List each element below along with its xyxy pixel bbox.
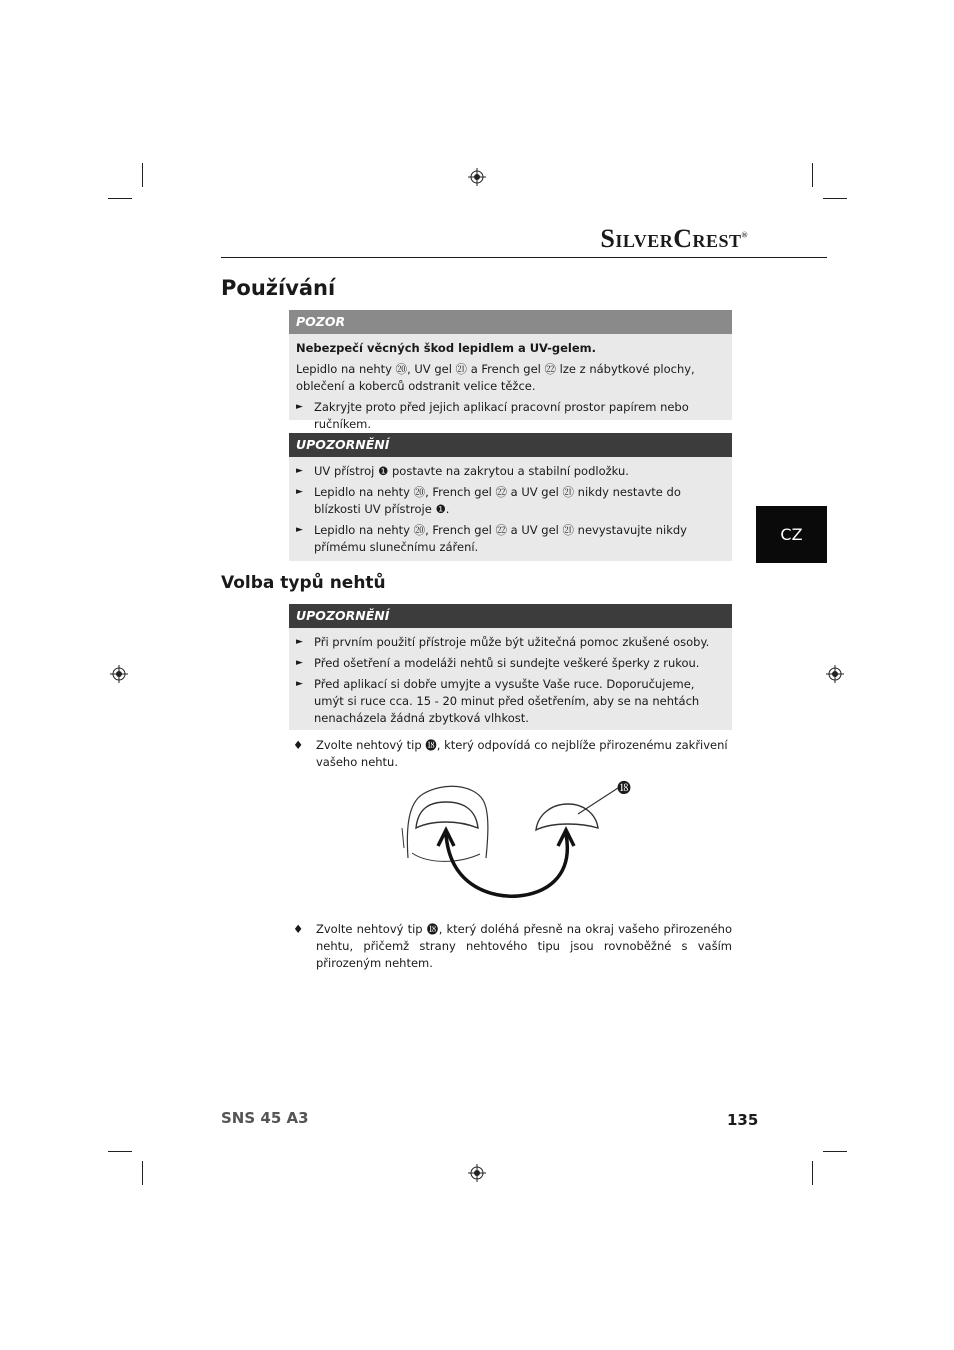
caution-text: Lepidlo na nehty ⑳, UV gel ㉑ a French gel ㉒ lze z nábytkové plochy, oblečení a koberců odstranit velice těžce.	[296, 362, 695, 393]
footer-model: SNS 45 A3	[221, 1109, 309, 1127]
list-item: ► UV přístroj ❶ postavte na zakrytou a stabilní podložku.	[296, 464, 629, 478]
arrow-bullet-icon: ►	[296, 679, 303, 689]
figure-callout: ⓲	[617, 781, 631, 797]
diamond-bullet-icon: ♦	[293, 922, 304, 936]
step-item	[289, 737, 732, 771]
list-item: ► Před ošetření a modeláži nehtů si sundejte veškeré šperky z rukou.	[296, 656, 700, 670]
notice-box-header: UPOZORNĚNÍ	[289, 604, 732, 628]
list-item: ► Lepidlo na nehty ⑳, French gel ㉒ a UV gel ㉑ nikdy nestavte do blízkosti UV přístroje ❶.	[296, 485, 681, 516]
crop-mark	[142, 163, 143, 187]
nail-tip-illustration	[398, 778, 638, 900]
arrow-bullet-icon: ►	[296, 525, 303, 535]
notice-box-header: UPOZORNĚNÍ	[289, 433, 732, 457]
crop-mark	[108, 1151, 132, 1152]
crop-mark	[108, 198, 132, 199]
notice-box	[289, 433, 732, 561]
list-item: ► Při prvním použití přístroje může být užitečná pomoc zkušené osoby.	[296, 635, 710, 649]
step-text: Zvolte nehtový tip ⓲, který odpovídá co nejblíže přirozenému zakřivení vašeho nehtu.	[316, 738, 728, 769]
arrow-bullet-icon: ►	[296, 402, 303, 412]
caution-box	[289, 310, 732, 431]
brand-logo: SilverCrest®	[600, 224, 748, 253]
arrow-bullet-icon: ►	[296, 637, 303, 647]
step-text: Zvolte nehtový tip ⓲, který doléhá přesně na okraj vašeho přirozeného nehtu, přičemž strany nehtového tipu jsou rovnoběžné s vaším přirozeným nehtem.	[316, 922, 732, 970]
header-rule	[221, 257, 827, 258]
caution-title: Nebezpečí věcných škod lepidlem a UV-gelem.	[296, 341, 597, 355]
registration-mark-icon	[468, 168, 486, 186]
step-item	[289, 921, 732, 972]
registration-mark-icon	[468, 1164, 486, 1182]
notice-box	[289, 604, 732, 730]
registration-mark-icon	[826, 665, 844, 683]
list-item: ► Před aplikací si dobře umyjte a vysušte Vaše ruce. Doporučujeme, umýt si ruce cca. 15 - 20 minut před ošetřením, aby se na nehtách nenacházela žádná zbytková vlhkost.	[296, 677, 700, 725]
arrow-bullet-icon: ►	[296, 487, 303, 497]
caution-box-header: POZOR	[289, 310, 732, 334]
language-tab: CZ	[756, 506, 827, 563]
subsection-title: Volba typů nehtů	[221, 573, 386, 593]
arrow-bullet-icon: ►	[296, 466, 303, 476]
registration-mark-icon	[110, 665, 128, 683]
crop-mark	[823, 198, 847, 199]
list-item: ► Zakryjte proto před jejich aplikací pracovní prostor papírem nebo ručníkem.	[296, 400, 689, 431]
crop-mark	[142, 1161, 143, 1185]
list-item: ► Lepidlo na nehty ⑳, French gel ㉒ a UV gel ㉑ nevystavujte nikdy přímému slunečnímu záření.	[296, 523, 687, 554]
crop-mark	[812, 1161, 813, 1185]
section-title: Používání	[221, 276, 336, 300]
diamond-bullet-icon: ♦	[293, 738, 304, 752]
crop-mark	[823, 1151, 847, 1152]
arrow-bullet-icon: ►	[296, 658, 303, 668]
page-number: 135	[727, 1111, 759, 1129]
crop-mark	[812, 163, 813, 187]
